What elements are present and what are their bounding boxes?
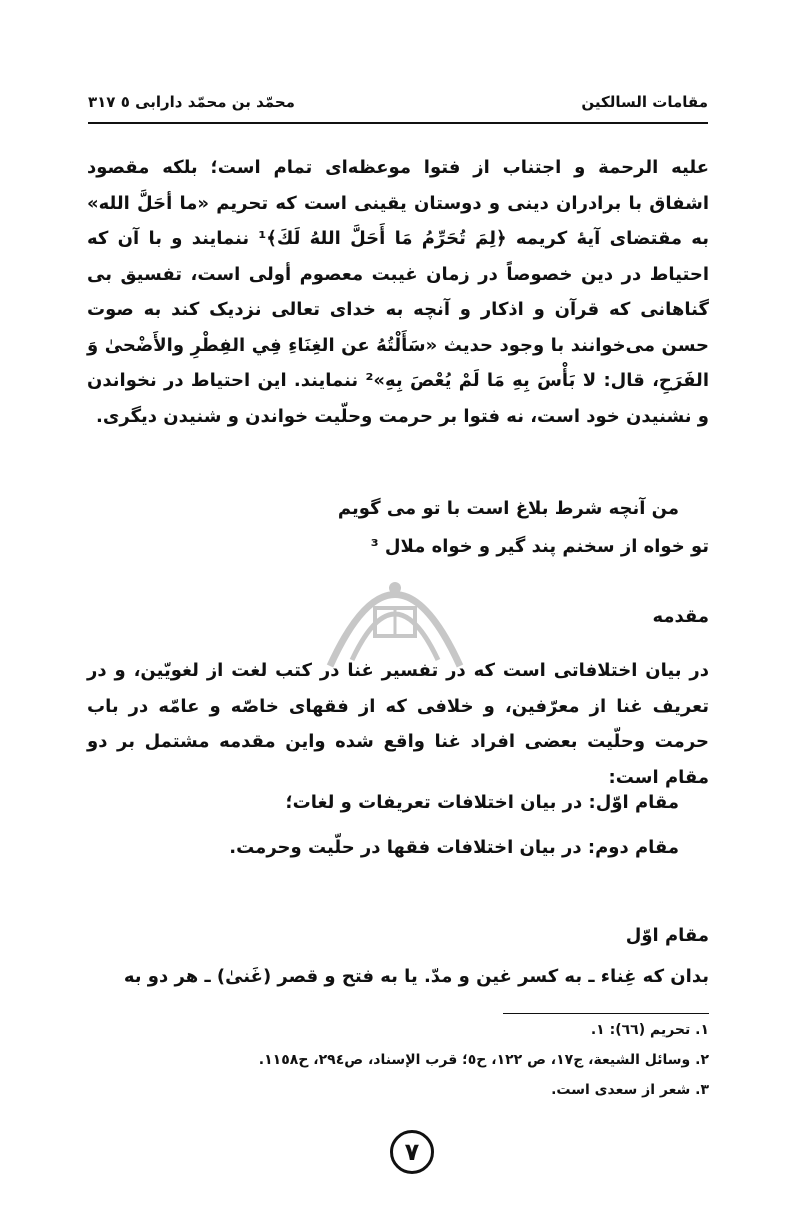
footnote-2: ٢. وسائل الشیعة، ج١٧، ص ١٢٢، ح٥؛ قرب الإسناد، ص٢٩٤، ح١١٥٨. bbox=[258, 1052, 709, 1068]
section-title: مقامات السالکین bbox=[581, 93, 708, 111]
first-station-heading: مقام اوّل bbox=[625, 925, 709, 946]
station-2: مقام دوم: در بیان اختلافات فقها در حلّیت وحرمت. bbox=[229, 837, 679, 858]
poem-line-2: تو خواه از سخنم پند گیر و خواه ملال ³ bbox=[370, 536, 709, 557]
first-station-body: بدان که غِناء ـ به کسر غین و مدّ. یا به فتح و قصر (غَنیٰ) ـ هر دو به bbox=[123, 966, 709, 987]
footnote-1: ١. تحریم (٦٦): ١. bbox=[590, 1022, 709, 1038]
station-1: مقام اوّل: در بیان اختلافات تعریفات و لغات؛ bbox=[285, 792, 679, 813]
page-number: ٧ bbox=[390, 1130, 434, 1174]
poem-line-1: من آنچه شرط بلاغ است با تو می گویم bbox=[337, 498, 679, 519]
intro-paragraph bbox=[87, 150, 709, 434]
intro-heading: مقدمه bbox=[652, 606, 709, 627]
header-rule bbox=[88, 122, 708, 124]
intro-paragraph-text: علیه الرحمة و اجتناب از فتوا موعظه‌ای تمام است؛ بلکه مقصود اشفاق با برادران دینی و دوستان یقینی است که تحریم «ما أحَلَّ الله» به مقتضای آیهٔ کریمه ﴿لِمَ تُحَرِّمُ مَا أَحَلَّ اللهُ لَكَ﴾¹ ننمایند و با آن که احتیاط در دین خصوصاً در زمان غیبت معصوم أولی است، تفسیق بی گناهانی که قرآن و اذکار و آنچه به خدای تعالی نزدیک کند به صوت حسن می‌خوانند با وجود حدیث «سَأَلْتُهُ عن الغِنَاءِ فِي الفِطْرِ والأَضْحىٰ وَ الفَرَحِ، قال: لا بَأْسَ بِهِ مَا لَمْ يُعْصَ بِهِ»² ننمایند. این احتیاط در نخواندن و نشنیدن خود است، نه فتوا بر حرمت وحلّیت خواندن و شنیدن دیگری. bbox=[87, 157, 709, 427]
footnote-3: ٣. شعر از سعدی است. bbox=[551, 1082, 709, 1098]
running-header bbox=[88, 88, 708, 116]
author-page-label: محمّد بن محمّد دارابی ٥ ٣١٧ bbox=[88, 93, 295, 111]
intro-body-text: در بیان اختلافاتی است که در تفسیر غنا در کتب لغت از لغویّین، و در تعریف غنا از معرّفین، و خلافی که از فقهای خاصّه و عامّه در باب حرمت وحلّیت بعضی افراد غنا واقع شده واین مقدمه مشتمل بر دو مقام است: bbox=[87, 660, 709, 788]
footnote-rule bbox=[503, 1013, 709, 1014]
intro-body bbox=[87, 653, 709, 795]
